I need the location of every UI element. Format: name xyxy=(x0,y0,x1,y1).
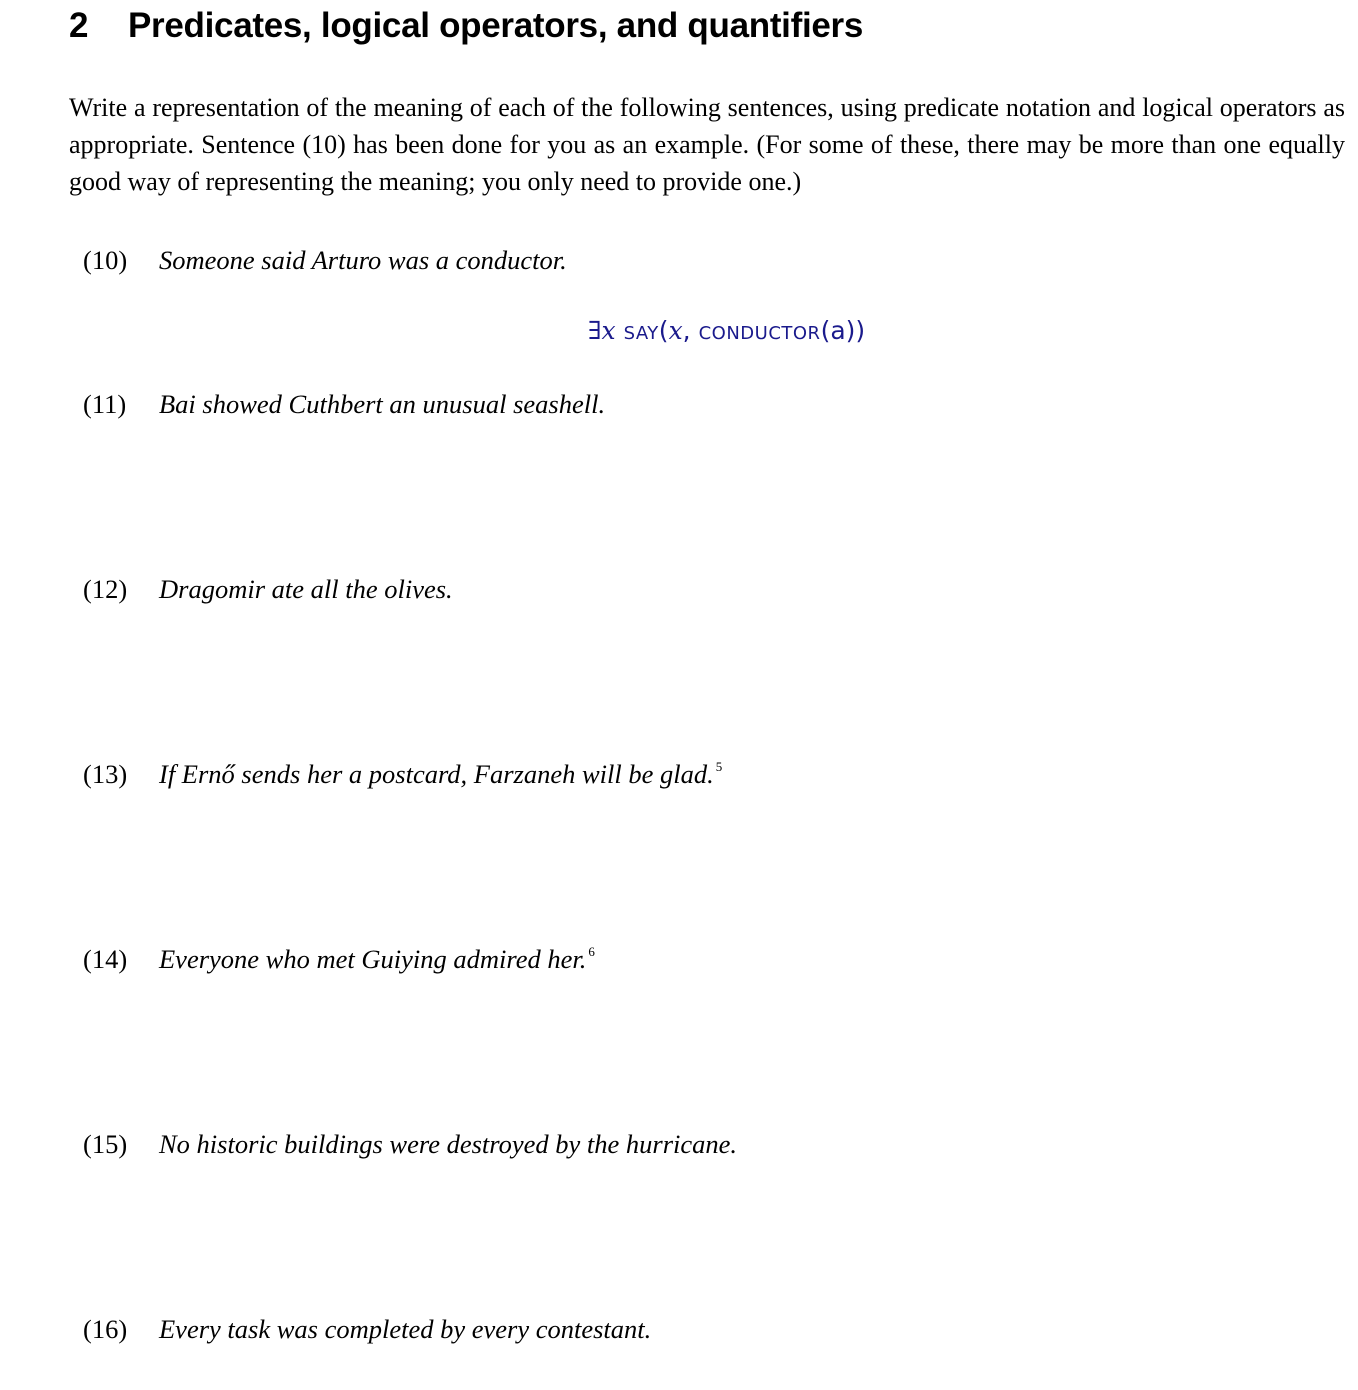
item-sentence: No historic buildings were destroyed by the hurricane. xyxy=(159,1129,738,1159)
footnote-marker[interactable]: 5 xyxy=(715,759,723,774)
formula-conductor-predicate: conductor xyxy=(698,316,821,345)
item-sentence: Every task was completed by every contestant. xyxy=(159,1314,652,1344)
item-label: (11) xyxy=(83,389,127,419)
item-label: (12) xyxy=(83,574,128,604)
item-label: (15) xyxy=(83,1129,128,1159)
formula-say-predicate: say xyxy=(623,316,659,345)
formula-quantifier: ∃x xyxy=(588,316,616,345)
item-sentence: If Ernő sends her a postcard, Farzaneh will be glad. $^5$ xyxy=(159,759,723,789)
section-heading xyxy=(69,4,863,48)
formula-variable: x xyxy=(668,316,683,345)
formula-open-paren: ( xyxy=(658,316,669,345)
instructions-paragraph: Write a representation of the meaning of each of the following sentences, using predicate notation and logical operators as appropriate. Sentence (10) has been done for you as an example. (For some of these, there may be more than one equally good way of representing the meaning; you only need to provide one.) xyxy=(69,93,1345,196)
formula-comma: , xyxy=(682,316,699,345)
footnote-marker[interactable]: 6 xyxy=(588,944,595,959)
section-number: 2 xyxy=(69,6,89,45)
formula-argument: (a)) xyxy=(820,316,866,345)
item-label: (16) xyxy=(83,1314,128,1344)
item-label: (14) xyxy=(83,944,128,974)
example-formula xyxy=(588,313,865,349)
item-sentence: Bai showed Cuthbert an unusual seashell. xyxy=(159,389,606,419)
item-label: (13) xyxy=(83,759,128,789)
item-sentence: Someone said Arturo was a conductor. xyxy=(159,245,567,275)
item-sentence: Dragomir ate all the olives. xyxy=(159,574,453,604)
section-title: Predicates, logical operators, and quantifiers xyxy=(128,6,864,45)
item-label: (10) xyxy=(83,245,128,275)
item-sentence: Everyone who met Guiying admired her. $^6$ xyxy=(159,944,595,974)
